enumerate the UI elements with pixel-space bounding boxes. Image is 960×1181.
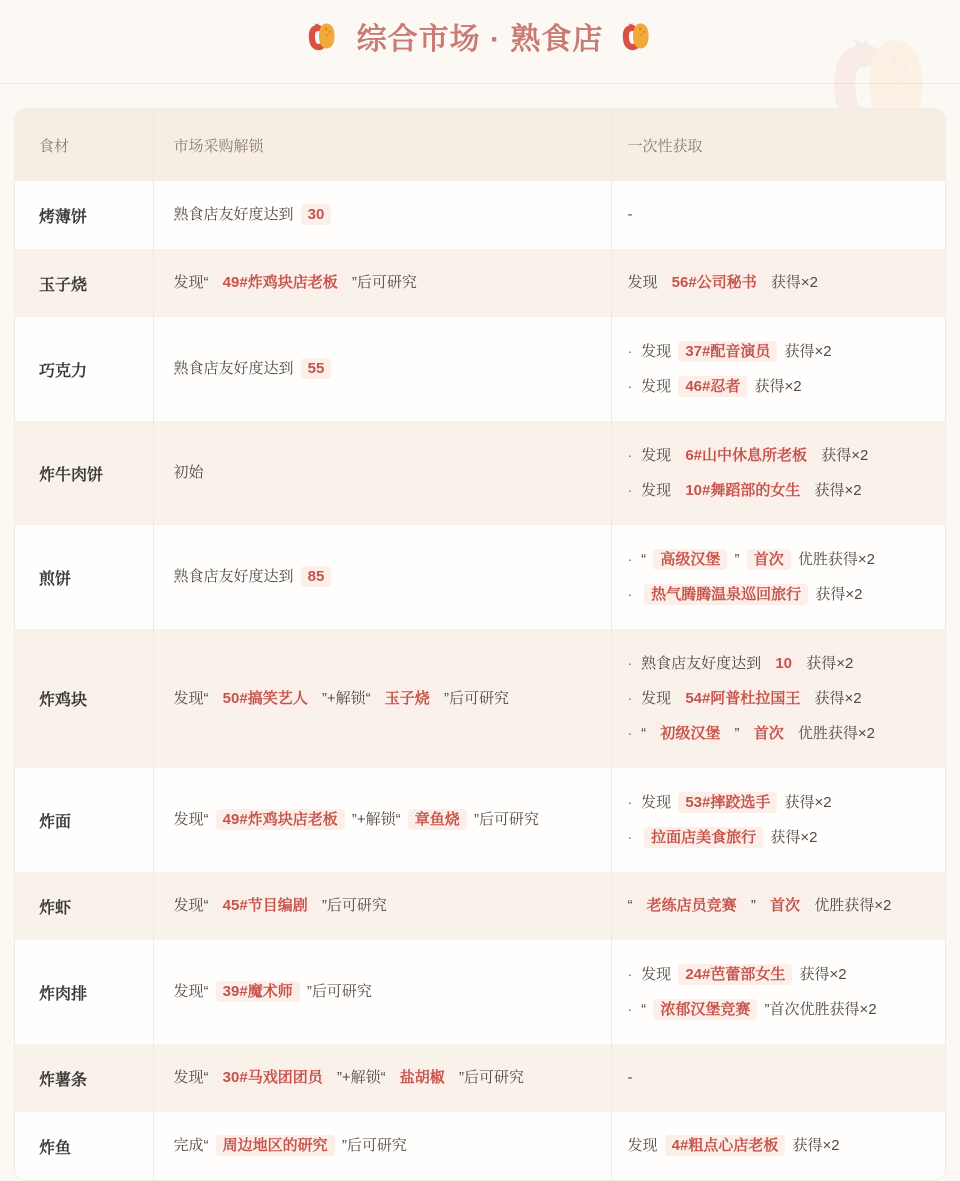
cell-text: 发现 <box>641 794 676 811</box>
cell-text: 获得×2 <box>780 794 832 811</box>
cell-text: ”+解锁“ <box>317 689 375 707</box>
cell-text: 获得×2 <box>766 829 818 846</box>
cell-text: 获得×2 <box>817 447 869 464</box>
cell-text: 完成“ <box>173 1137 213 1154</box>
ingredient-cell: 炸鱼 <box>15 1112 153 1180</box>
header-market-unlock: 市场采购解锁 <box>153 109 611 181</box>
table-row <box>15 629 946 768</box>
ingredient-cell: 炸虾 <box>15 872 153 940</box>
cell-text: 获得×2 <box>788 1137 840 1154</box>
highlight-badge: 4#粗点心店老板 <box>665 1135 786 1156</box>
highlight-badge: 老练店员竞赛 <box>640 895 744 916</box>
cell-text: 发现“ <box>173 811 213 828</box>
cell-line <box>174 685 601 713</box>
table-row <box>15 940 946 1044</box>
cell-text: 发现“ <box>173 274 213 291</box>
highlight-badge: 39#魔术师 <box>216 981 300 1002</box>
market-unlock-cell <box>153 317 611 421</box>
highlight-badge: 30 <box>301 204 332 225</box>
cell-text: ”后可研究 <box>347 274 417 291</box>
cell-text: 发现 <box>641 966 676 983</box>
cell-text: 发现 <box>641 343 676 360</box>
highlight-badge: 首次 <box>747 723 791 744</box>
highlight-badge: 10 <box>768 653 799 674</box>
cell-line <box>628 441 938 470</box>
bullet-dot: · <box>627 482 633 498</box>
cell-text: ” <box>746 897 761 914</box>
one-time-cell <box>611 421 946 525</box>
highlight-badge: 49#炸鸡块店老板 <box>216 809 345 830</box>
bullet-dot: · <box>627 829 633 845</box>
page-title <box>0 14 960 58</box>
ingredient-cell: 炸鸡块 <box>15 629 153 768</box>
cell-text: ”后可研究 <box>302 983 372 1000</box>
unlock-table-card <box>14 108 946 1181</box>
bullet-dot: · <box>627 655 633 671</box>
cell-text: “ <box>641 725 651 742</box>
cell-text: 发现 <box>641 482 676 499</box>
cell-text: 初始 <box>173 464 204 481</box>
cell-text: 发现 <box>627 1137 662 1154</box>
ingredient-cell: 炸牛肉饼 <box>15 421 153 525</box>
table-row <box>15 1112 946 1180</box>
table-body <box>15 181 946 1180</box>
one-time-cell <box>611 525 946 629</box>
section-divider <box>0 83 960 84</box>
table-row <box>15 317 946 421</box>
cell-text: 发现 <box>627 274 662 291</box>
one-time-cell <box>611 249 946 317</box>
highlight-badge: 6#山中休息所老板 <box>678 445 814 466</box>
cell-line <box>628 201 938 229</box>
highlight-badge: 24#芭蕾部女生 <box>678 964 792 985</box>
highlight-badge: 10#舞蹈部的女生 <box>678 480 807 501</box>
one-time-cell <box>611 768 946 872</box>
cell-line <box>174 201 601 229</box>
cell-text: 发现“ <box>173 983 213 1000</box>
table-row <box>15 421 946 525</box>
cell-text: - <box>627 206 633 223</box>
cell-text: ”+解锁“ <box>332 1069 390 1086</box>
cell-line <box>174 1132 601 1160</box>
highlight-badge: 热气腾腾温泉巡回旅行 <box>644 584 808 605</box>
cell-text: “ <box>627 897 637 914</box>
market-unlock-cell <box>153 940 611 1044</box>
cell-text: ”后可研究 <box>439 689 509 707</box>
cell-text: 发现“ <box>173 1069 213 1086</box>
cell-text: 发现 <box>641 690 676 707</box>
cell-line <box>628 649 938 678</box>
ingredient-cell: 炸薯条 <box>15 1044 153 1112</box>
fried-shrimp-icon <box>307 20 339 52</box>
cell-text: ”+解锁“ <box>347 811 405 828</box>
cell-text: 熟食店友好度达到 <box>641 655 766 672</box>
cell-text: 优胜获得×2 <box>793 725 875 742</box>
cell-line <box>174 269 601 297</box>
highlight-badge: 章鱼烧 <box>408 809 467 830</box>
highlight-badge: 首次 <box>763 895 807 916</box>
one-time-cell <box>611 629 946 768</box>
cell-text: 获得×2 <box>780 343 832 360</box>
one-time-cell <box>611 1044 946 1112</box>
highlight-badge: 46#忍者 <box>678 376 747 397</box>
ingredient-cell: 炸肉排 <box>15 940 153 1044</box>
page-title-text: 综合市场 · 熟食店 <box>356 23 604 56</box>
cell-line <box>628 476 938 505</box>
cell-text: ”后可研究 <box>454 1069 524 1086</box>
market-unlock-cell <box>153 525 611 629</box>
cell-line <box>628 1064 938 1092</box>
cell-text: ” <box>730 551 744 568</box>
cell-text: - <box>627 1069 633 1086</box>
highlight-badge: 45#节目编剧 <box>216 895 315 916</box>
one-time-cell <box>611 317 946 421</box>
highlight-badge: 玉子烧 <box>378 688 437 709</box>
cell-text: 获得×2 <box>810 690 862 707</box>
cell-line <box>628 684 938 713</box>
ingredient-cell: 煎饼 <box>15 525 153 629</box>
bullet-dot: · <box>627 690 633 706</box>
highlight-badge: 首次 <box>747 549 791 570</box>
market-unlock-cell <box>153 1044 611 1112</box>
table-row <box>15 181 946 249</box>
cell-text: “ <box>641 1001 651 1018</box>
market-unlock-cell <box>153 181 611 249</box>
market-unlock-cell <box>153 629 611 768</box>
cell-line <box>628 892 938 920</box>
table-row <box>15 249 946 317</box>
cell-text: 获得×2 <box>810 482 862 499</box>
cell-line <box>174 806 601 834</box>
bullet-dot: · <box>627 794 633 810</box>
market-unlock-cell <box>153 768 611 872</box>
cell-line <box>628 719 938 748</box>
ingredient-cell: 烤薄饼 <box>15 181 153 249</box>
highlight-badge: 50#搞笑艺人 <box>216 688 315 709</box>
bullet-dot: · <box>627 551 633 567</box>
bullet-dot: · <box>627 586 633 602</box>
market-unlock-cell <box>153 872 611 940</box>
highlight-badge: 55 <box>301 358 332 379</box>
bullet-dot: · <box>627 447 633 463</box>
highlight-badge: 54#阿普杜拉国王 <box>678 688 807 709</box>
cell-text: 发现 <box>641 378 676 395</box>
cell-line <box>628 823 938 852</box>
header-one-time: 一次性获取 <box>611 109 946 181</box>
cell-line <box>628 995 938 1024</box>
ingredient-cell: 巧克力 <box>15 317 153 421</box>
cell-text: 熟食店友好度达到 <box>173 568 298 585</box>
cell-text: 发现“ <box>173 689 213 707</box>
cell-text: 优胜获得×2 <box>810 897 892 914</box>
bullet-dot: · <box>627 725 633 741</box>
highlight-badge: 拉面店美食旅行 <box>644 827 763 848</box>
ingredient-cell: 玉子烧 <box>15 249 153 317</box>
table-header-row <box>15 109 946 181</box>
cell-text: 获得×2 <box>802 655 854 672</box>
cell-line <box>174 563 601 591</box>
bullet-dot: · <box>627 343 633 359</box>
highlight-badge: 85 <box>301 566 332 587</box>
highlight-badge: 49#炸鸡块店老板 <box>216 272 345 293</box>
cell-text: 获得×2 <box>811 586 863 603</box>
table-row <box>15 872 946 940</box>
highlight-badge: 53#摔跤选手 <box>678 792 777 813</box>
one-time-cell <box>611 940 946 1044</box>
cell-text: 发现 <box>641 447 676 464</box>
one-time-cell <box>611 181 946 249</box>
cell-line <box>628 580 938 609</box>
one-time-cell <box>611 1112 946 1180</box>
table-row <box>15 768 946 872</box>
bullet-dot: · <box>627 378 633 394</box>
cell-text: 熟食店友好度达到 <box>173 206 298 223</box>
cell-text: 熟食店友好度达到 <box>173 360 298 377</box>
cell-line <box>628 269 938 297</box>
cell-line <box>174 355 601 383</box>
cell-text: 获得×2 <box>795 966 847 983</box>
ingredient-cell: 炸面 <box>15 768 153 872</box>
highlight-badge: 高级汉堡 <box>653 549 727 570</box>
market-unlock-cell <box>153 1112 611 1180</box>
bullet-dot: · <box>627 966 633 982</box>
cell-text: ”后可研究 <box>337 1137 407 1154</box>
cell-text: 优胜获得×2 <box>793 551 875 568</box>
cell-text: ” <box>730 725 744 742</box>
cell-line <box>174 1064 601 1092</box>
cell-line <box>628 1132 938 1160</box>
bullet-dot: · <box>627 1001 633 1017</box>
header-ingredient: 食材 <box>15 109 153 181</box>
highlight-badge: 37#配音演员 <box>678 341 777 362</box>
cell-line <box>628 960 938 989</box>
one-time-cell <box>611 872 946 940</box>
cell-text: 获得×2 <box>750 378 802 395</box>
cell-line <box>628 788 938 817</box>
highlight-badge: 浓郁汉堡竞赛 <box>653 999 757 1020</box>
highlight-badge: 盐胡椒 <box>393 1067 452 1088</box>
highlight-badge: 56#公司秘书 <box>665 272 764 293</box>
table-row <box>15 525 946 629</box>
cell-text: ”后可研究 <box>317 897 387 914</box>
cell-line <box>628 337 938 366</box>
table-row <box>15 1044 946 1112</box>
cell-line <box>174 459 601 487</box>
cell-text: 发现“ <box>173 897 213 914</box>
cell-line <box>174 978 601 1006</box>
market-unlock-cell <box>153 421 611 525</box>
cell-text: ”首次优胜获得×2 <box>760 1001 877 1018</box>
highlight-badge: 30#马戏团团员 <box>216 1067 330 1088</box>
cell-text: “ <box>641 551 651 568</box>
cell-line <box>174 892 601 920</box>
fried-shrimp-icon <box>621 20 653 52</box>
highlight-badge: 周边地区的研究 <box>216 1135 335 1156</box>
highlight-badge: 初级汉堡 <box>653 723 727 744</box>
market-unlock-cell <box>153 249 611 317</box>
unlock-table <box>15 109 946 1180</box>
cell-text: ”后可研究 <box>469 811 539 828</box>
cell-line <box>628 372 938 401</box>
cell-text: 获得×2 <box>766 274 818 291</box>
cell-line <box>628 545 938 574</box>
